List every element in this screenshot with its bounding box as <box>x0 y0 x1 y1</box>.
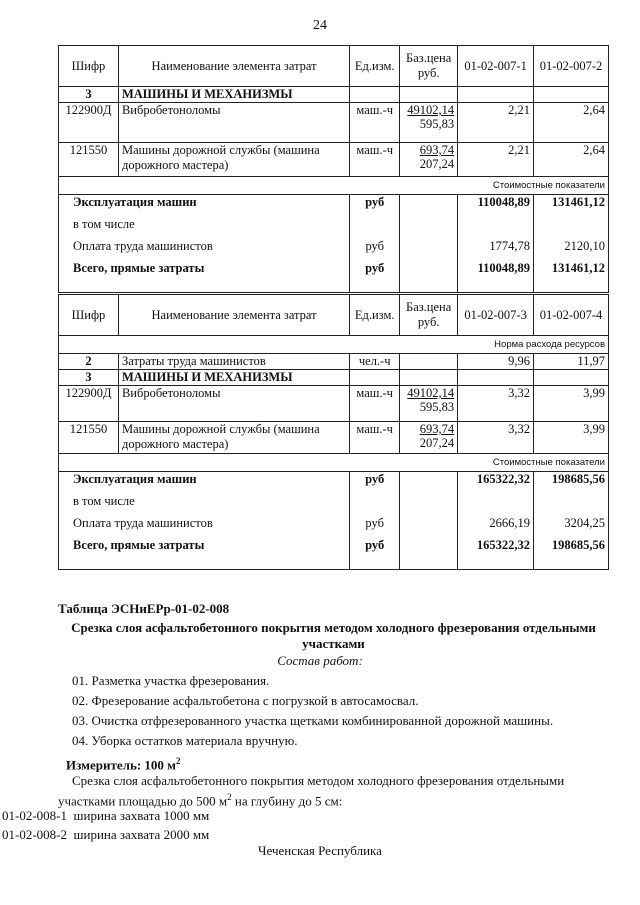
row-value-1: 3,32 <box>458 386 534 422</box>
footer-region: Чеченская Республика <box>258 843 382 858</box>
subheader-row <box>59 454 609 472</box>
variant-code: 01-02-008-1 <box>2 808 67 823</box>
row-value-2: 3,99 <box>534 386 609 422</box>
row-price: 49102,14 595,83 <box>400 103 458 143</box>
group-row <box>59 370 609 386</box>
resource-norm-label: Норма расхода ресурсов <box>59 336 609 354</box>
summary-unit: руб <box>350 472 400 494</box>
summary-value-2: 131461,12 <box>534 195 609 217</box>
subheader-row <box>59 177 609 195</box>
group-row <box>59 87 609 103</box>
table-header-row <box>59 295 609 336</box>
row-unit: чел.-ч <box>350 354 400 370</box>
row-value-1: 2,21 <box>458 143 534 177</box>
row-value-1: 2,21 <box>458 103 534 143</box>
summary-value-2: 198685,56 <box>534 538 609 560</box>
row-unit: маш.-ч <box>350 422 400 454</box>
row-value-2: 2,64 <box>534 103 609 143</box>
header-base-price: Баз.цена руб. <box>400 295 458 336</box>
summary-value-1: 165322,32 <box>458 538 534 560</box>
row-name: Затраты труда машинистов <box>118 354 349 370</box>
header-col-1: 01-02-007-3 <box>458 295 534 336</box>
summary-name: в том числе <box>59 217 350 239</box>
table-row <box>59 422 609 454</box>
row-code: 2 <box>59 354 119 370</box>
row-code: 122900Д <box>59 103 119 143</box>
row-value-1: 3,32 <box>458 422 534 454</box>
summary-unit: руб <box>350 261 400 283</box>
header-code: Шифр <box>59 295 119 336</box>
section-heading: Срезка слоя асфальтобетонного покрытия методом холодного фрезерования отдельными участками <box>71 620 596 651</box>
page-number: 24 <box>313 18 327 33</box>
summary-value-2: 198685,56 <box>534 472 609 494</box>
header-unit: Ед.изм. <box>350 295 400 336</box>
summary-row <box>59 239 609 261</box>
summary-unit: руб <box>350 538 400 560</box>
summary-row <box>59 217 609 239</box>
summary-value-1: 1774,78 <box>458 239 534 261</box>
meter-unit: Измеритель: 100 $м^2$ <box>66 756 181 773</box>
row-code: 121550 <box>59 422 119 454</box>
row-value-2: 2,64 <box>534 143 609 177</box>
summary-unit: руб <box>350 195 400 217</box>
table-header-row <box>59 46 609 87</box>
summary-name: в том числе <box>59 494 350 516</box>
header-code: Шифр <box>59 46 119 87</box>
group-code: 3 <box>59 87 119 103</box>
row-name: Машины дорожной службы (машина дорожного мастера) <box>118 143 349 177</box>
summary-value-2: 131461,12 <box>534 261 609 283</box>
row-value-1: 9,96 <box>458 354 534 370</box>
row-value-2: 11,97 <box>534 354 609 370</box>
summary-value-1: 110048,89 <box>458 195 534 217</box>
summary-value-2: 3204,25 <box>534 516 609 538</box>
header-base-price: Баз.цена руб. <box>400 46 458 87</box>
row-value-2: 3,99 <box>534 422 609 454</box>
variant-row <box>2 807 209 825</box>
summary-name: Эксплуатация машин <box>59 195 350 217</box>
row-name: Вибробетоноломы <box>118 386 349 422</box>
row-price: 693,74 207,24 <box>400 422 458 454</box>
row-unit: маш.-ч <box>350 143 400 177</box>
row-price: 49102,14 595,83 <box>400 386 458 422</box>
variant-text: ширина захвата 2000 мм <box>73 827 210 842</box>
summary-row <box>59 538 609 560</box>
table-row <box>59 354 609 370</box>
group-name: МАШИНЫ И МЕХАНИЗМЫ <box>118 87 349 103</box>
summary-row <box>59 472 609 494</box>
row-unit: маш.-ч <box>350 386 400 422</box>
variant-row <box>2 826 209 844</box>
row-price: 693,74 207,24 <box>400 143 458 177</box>
work-step: 02. Фрезерование асфальтобетона с погрузкой в автосамосвал. <box>72 693 419 708</box>
header-unit: Ед.изм. <box>350 46 400 87</box>
summary-unit: руб <box>350 239 400 261</box>
row-code: 122900Д <box>59 386 119 422</box>
description-line-2: участками площадью до 500 $м^2$ на глубину до 5 см: <box>58 792 343 809</box>
subheader-row <box>59 336 609 354</box>
summary-name: Оплата труда машинистов <box>59 239 350 261</box>
header-col-2: 01-02-007-4 <box>534 295 609 336</box>
row-name: Машины дорожной службы (машина дорожного мастера) <box>118 422 349 454</box>
summary-value-2: 2120,10 <box>534 239 609 261</box>
summary-row <box>59 494 609 516</box>
header-name: Наименование элемента затрат <box>118 295 349 336</box>
group-code: 3 <box>59 370 119 386</box>
summary-row <box>59 261 609 283</box>
summary-unit: руб <box>350 516 400 538</box>
work-step: 01. Разметка участка фрезерования. <box>72 673 270 688</box>
row-code: 121550 <box>59 143 119 177</box>
group-name: МАШИНЫ И МЕХАНИЗМЫ <box>118 370 349 386</box>
header-name: Наименование элемента затрат <box>118 46 349 87</box>
row-name: Вибробетоноломы <box>118 103 349 143</box>
summary-value-1: 110048,89 <box>458 261 534 283</box>
header-col-1: 01-02-007-1 <box>458 46 534 87</box>
variant-text: ширина захвата 1000 мм <box>73 808 210 823</box>
cost-indicators-label: Стоимостные показатели <box>59 454 609 472</box>
summary-value-1: 165322,32 <box>458 472 534 494</box>
description-line-1: Срезка слоя асфальтобетонного покрытия методом холодного фрезерования отдельными <box>72 773 565 788</box>
work-step: 04. Уборка остатков материала вручную. <box>72 733 298 748</box>
cost-indicators-label: Стоимостные показатели <box>59 177 609 195</box>
resource-table-2 <box>58 294 609 570</box>
row-unit: маш.-ч <box>350 103 400 143</box>
table-row <box>59 386 609 422</box>
summary-row <box>59 195 609 217</box>
summary-name: Всего, прямые затраты <box>59 261 350 283</box>
table-title: Таблица ЭСНиЕРр-01-02-008 <box>58 601 230 616</box>
table-row <box>59 103 609 143</box>
summary-name: Оплата труда машинистов <box>59 516 350 538</box>
composition-title: Состав работ: <box>277 653 363 668</box>
summary-value-1: 2666,19 <box>458 516 534 538</box>
header-col-2: 01-02-007-2 <box>534 46 609 87</box>
variant-code: 01-02-008-2 <box>2 827 67 842</box>
table-row <box>59 143 609 177</box>
summary-name: Всего, прямые затраты <box>59 538 350 560</box>
summary-name: Эксплуатация машин <box>59 472 350 494</box>
resource-table-1 <box>58 45 609 293</box>
work-step: 03. Очистка отфрезерованного участка щетками комбинированной дорожной машины. <box>72 713 554 728</box>
summary-row <box>59 516 609 538</box>
